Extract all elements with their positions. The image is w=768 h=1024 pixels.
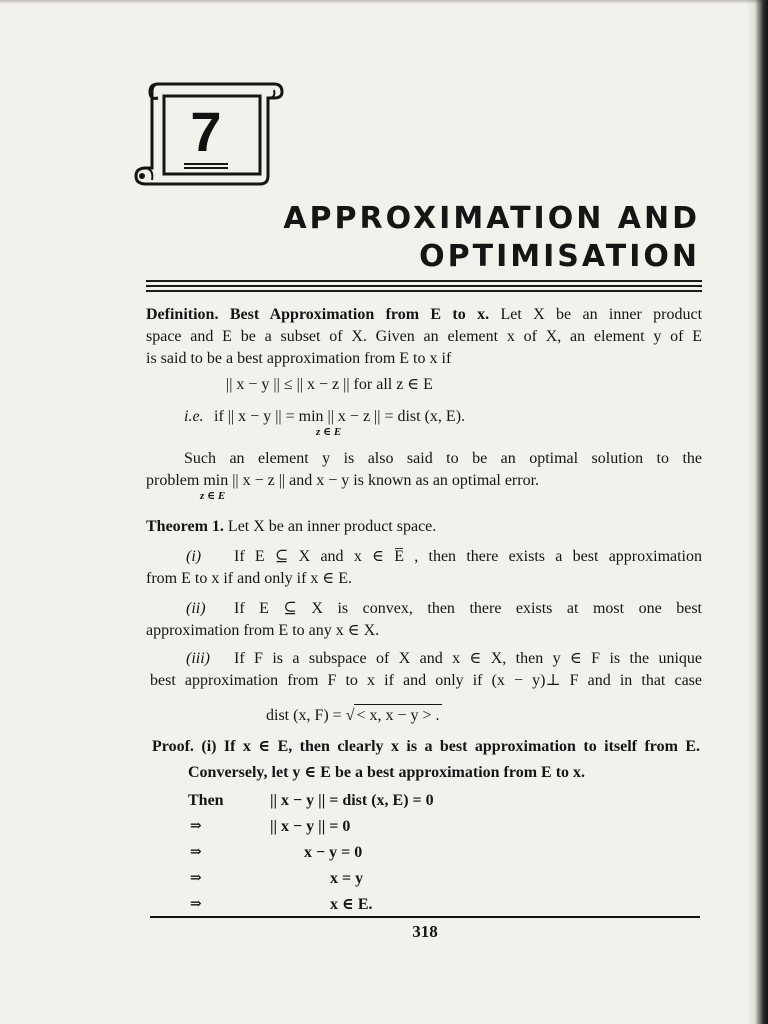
bottom-rule [150,916,700,918]
definition-equation-2: if || x − y || = min || x − z || = dist (x, E). [214,408,466,425]
title-rule-2 [146,285,702,287]
definition-line-2: space and E be a subset of X. Given an element x of X, an element y of E [146,328,702,345]
definition-line-3: is said to be a best approximation from E to x if [146,350,452,367]
theorem-item-ii-line-1: If E ⊆ X is convex, then there exists at most one best [234,600,702,617]
dist-formula-lhs: dist (x, F) = [266,707,342,724]
proof-line-1-text: (i) If x ∈ E, then clearly x is a best approximation to itself from E. [201,738,701,755]
definition-line-1 [146,304,702,326]
theorem-item-ii-line-2: approximation from E to any x ∈ X. [146,622,380,639]
definition-line-1-rest: Let X be an inner product [500,306,703,323]
theorem-label: Theorem 1. [146,518,224,535]
proof-step-2: || x − y || = 0 [270,818,351,835]
page-number: 318 [412,922,438,941]
definition-heading: Best Approximation from E to x. [229,306,490,323]
definition-equation-2-prefix: i.e. [184,408,204,425]
definition-equation-1: || x − y || ≤ || x − z || for all z ∈ E [226,376,433,393]
dist-formula [266,704,442,727]
sqrt-symbol: √ < x, x − y > . [346,704,442,727]
proof-step-5: x ∈ E. [330,896,373,913]
title-rule-1 [146,280,702,282]
optimal-solution-line-2: problem min || x − z || and x − y is known as an optimal error. [146,472,540,489]
theorem-intro: Let X be an inner product space. [227,518,437,535]
definition-equation-2-subscript: z ∈ E [316,426,342,438]
proof-line-1 [152,736,700,758]
proof-step-3: x − y = 0 [304,844,363,861]
chapter-number: 7 [190,100,222,163]
proof-step-4: x = y [330,870,364,887]
chapter-title-line-2: OPTIMISATION [419,239,700,274]
theorem-item-iii-line-1: If F is a subspace of X and x ∈ X, then y ∈ F is the unique [234,650,702,667]
implies-arrow-4: ⇒ [190,897,202,912]
implies-arrow-2: ⇒ [190,845,202,860]
proof-label: Proof. [152,738,194,755]
definition-label: Definition. [146,306,219,323]
chapter-title [180,200,700,276]
optimal-solution-line-1: Such an element y is also said to be an optimal solution to the [184,450,702,467]
proof-step-1: || x − y || = dist (x, E) = 0 [270,792,434,809]
proof-line-2: Conversely, let y ∈ E be a best approximation from E to x. [188,764,586,781]
theorem-item-iii-number: (iii) [186,650,210,667]
theorem-item-ii-number: (ii) [186,600,206,617]
theorem-item-i-number: (i) [186,548,202,565]
optimal-solution-subscript: z ∈ E [200,490,226,502]
implies-arrow-1: ⇒ [190,819,202,834]
chapter-title-line-1: APPROXIMATION AND [283,201,700,236]
page-top-shade [0,0,768,4]
proof-then-label: Then [188,792,224,809]
theorem-item-iii-line-2: best approximation from F to x if and only if (x − y)⊥ F and in that case [150,672,702,689]
theorem-heading [146,516,702,538]
theorem-item-i-line-2: from E to x if and only if x ∈ E. [146,570,353,587]
implies-arrow-3: ⇒ [190,871,202,886]
title-rule-3 [146,290,702,292]
theorem-item-i-line-1: If E ⊆ X and x ∈ E̅ , then there exists a best approximation [234,548,702,565]
dist-formula-rhs: < x, x − y > . [354,704,441,727]
binding-shadow [746,0,768,1024]
